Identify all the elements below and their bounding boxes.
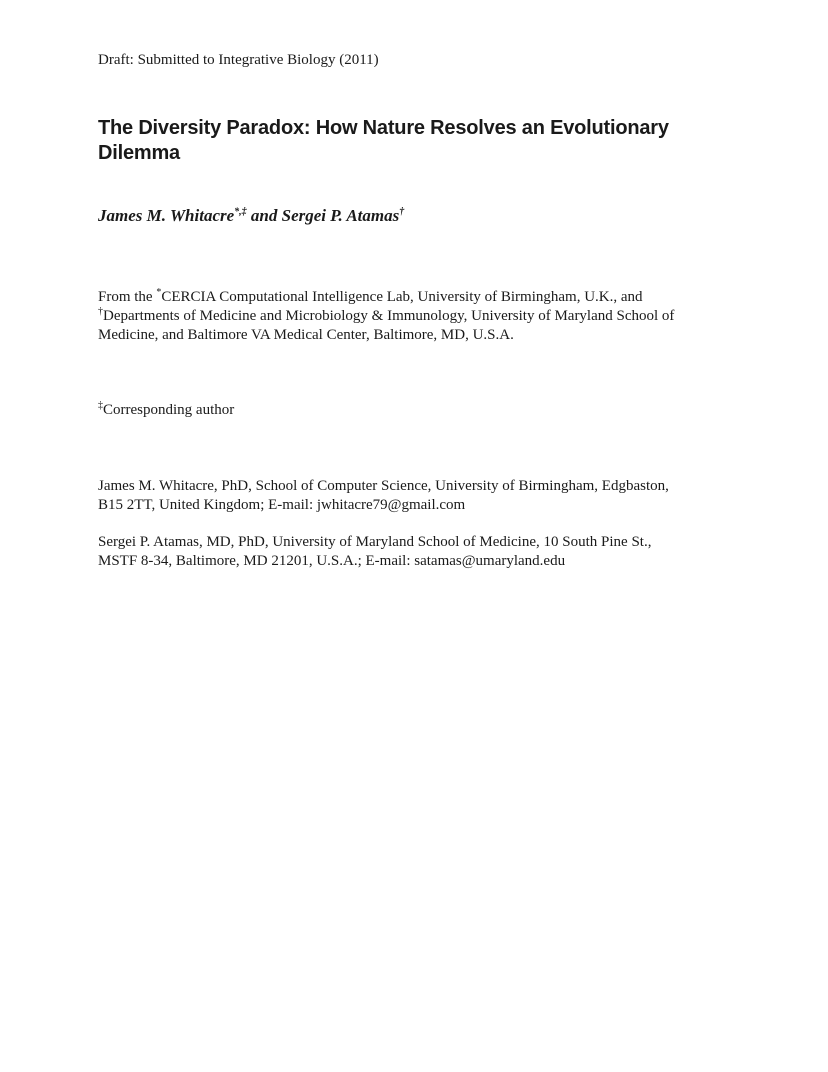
paper-title-line-1: The Diversity Paradox: How Nature Resolves an Evolutionary — [98, 117, 669, 139]
contact-2-line-2: MSTF 8-34, Baltimore, MD 21201, U.S.A.; E-mail: satamas@umaryland.edu — [98, 553, 566, 569]
corresponding-mark: ‡ — [98, 400, 103, 411]
contact-atamas — [98, 533, 651, 571]
affiliation-line-1 — [98, 288, 674, 307]
affiliation-2-text: Departments of Medicine and Microbiology & Immunology, University of Maryland School of — [103, 308, 675, 324]
affiliation-line-3: Medicine, and Baltimore VA Medical Center, Baltimore, MD, U.S.A. — [98, 327, 514, 343]
affiliation-1-text: CERCIA Computational Intelligence Lab, University of Birmingham, U.K., and — [161, 289, 643, 305]
affiliation-prefix: From the — [98, 289, 157, 305]
corresponding-text: Corresponding author — [103, 402, 235, 418]
affiliations — [98, 288, 674, 345]
affiliation-mark-dagger: † — [98, 306, 103, 317]
contact-1-line-1: James M. Whitacre, PhD, School of Computer Science, University of Birmingham, Edgbaston, — [98, 478, 669, 494]
author-list — [98, 205, 404, 227]
affiliation-mark-star: * — [156, 287, 162, 298]
paper-title — [98, 116, 738, 166]
corresponding-author-note — [98, 401, 234, 420]
contact-whitacre — [98, 477, 669, 515]
contact-2-line-1: Sergei P. Atamas, MD, PhD, University of Maryland School of Medicine, 10 South Pine St., — [98, 534, 652, 550]
draft-note: Draft: Submitted to Integrative Biology (2011) — [98, 52, 379, 68]
author-1-marks: *,‡ — [234, 206, 247, 218]
contact-1-line-2: B15 2TT, United Kingdom; E-mail: jwhitacre79@gmail.com — [98, 497, 466, 513]
author-1-name: James M. Whitacre — [98, 206, 235, 225]
affiliation-line-2 — [98, 307, 674, 326]
author-conjunction: and — [246, 206, 282, 225]
author-2-name: Sergei P. Atamas — [281, 206, 400, 225]
paper-title-line-2: Dilemma — [98, 142, 180, 164]
author-2-marks: † — [399, 206, 405, 218]
